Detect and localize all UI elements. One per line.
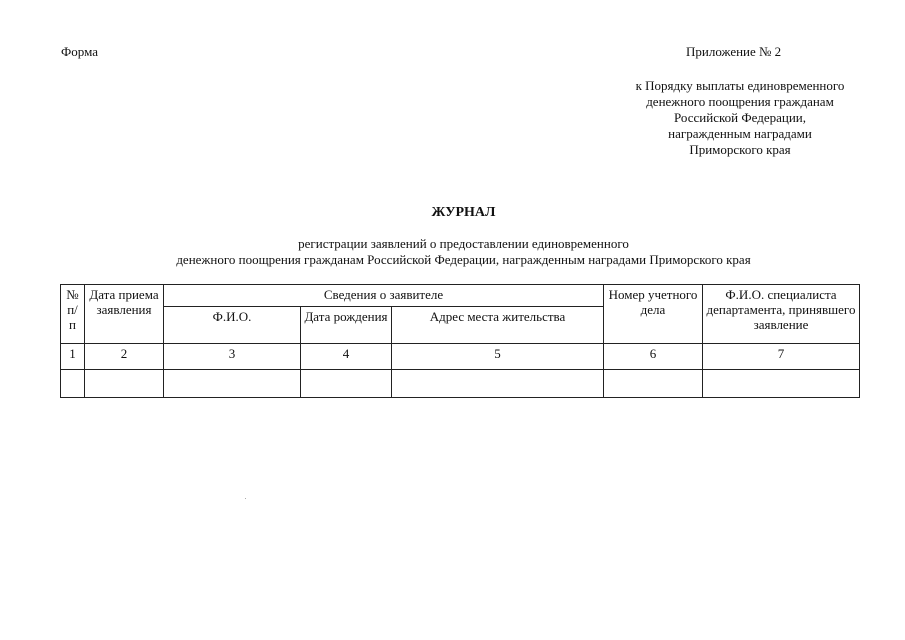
document-subtitle [0, 236, 905, 268]
appendix-line: Российской Федерации, [674, 110, 806, 125]
column-number: 6 [604, 344, 703, 370]
empty-cell [301, 370, 392, 398]
subtitle-line: денежного поощрения гражданам Российской Федерации, награжденным наградами Приморского края [176, 252, 751, 267]
empty-cell [604, 370, 703, 398]
header-date-received: Дата приема заявления [85, 285, 164, 344]
registration-table [60, 284, 860, 398]
header-address: Адрес места жительства [392, 307, 604, 344]
column-number: 1 [61, 344, 85, 370]
header-fio: Ф.И.О. [164, 307, 301, 344]
column-numbers-row [61, 344, 860, 370]
appendix-line: награжденным наградами [668, 126, 812, 141]
table-header-row [61, 285, 860, 307]
form-label: Форма [61, 44, 98, 59]
empty-cell [392, 370, 604, 398]
header-account-number: Номер учетного дела [604, 285, 703, 344]
column-number: 3 [164, 344, 301, 370]
column-number: 5 [392, 344, 604, 370]
column-number: 2 [85, 344, 164, 370]
subtitle-line: регистрации заявлений о предоставлении единовременного [298, 236, 629, 251]
empty-cell [703, 370, 860, 398]
empty-cell [85, 370, 164, 398]
header-specialist: Ф.И.О. специалиста департамента, принявшего заявление [703, 285, 860, 344]
column-number: 4 [301, 344, 392, 370]
empty-cell [61, 370, 85, 398]
appendix-line: денежного поощрения гражданам [646, 94, 834, 109]
appendix-line: к Порядку выплаты единовременного [635, 78, 845, 93]
appendix-reference [605, 78, 875, 158]
scan-speck [245, 498, 246, 499]
appendix-number: Приложение № 2 [686, 44, 782, 59]
column-number: 7 [703, 344, 860, 370]
header-number: № п/ п [61, 285, 85, 344]
appendix-line: Приморского края [689, 142, 791, 157]
empty-cell [164, 370, 301, 398]
header-applicant-info: Сведения о заявителе [164, 285, 604, 307]
header-birth-date: Дата рождения [301, 307, 392, 344]
empty-entry-row [61, 370, 860, 398]
document-title: ЖУРНАЛ [431, 205, 496, 220]
